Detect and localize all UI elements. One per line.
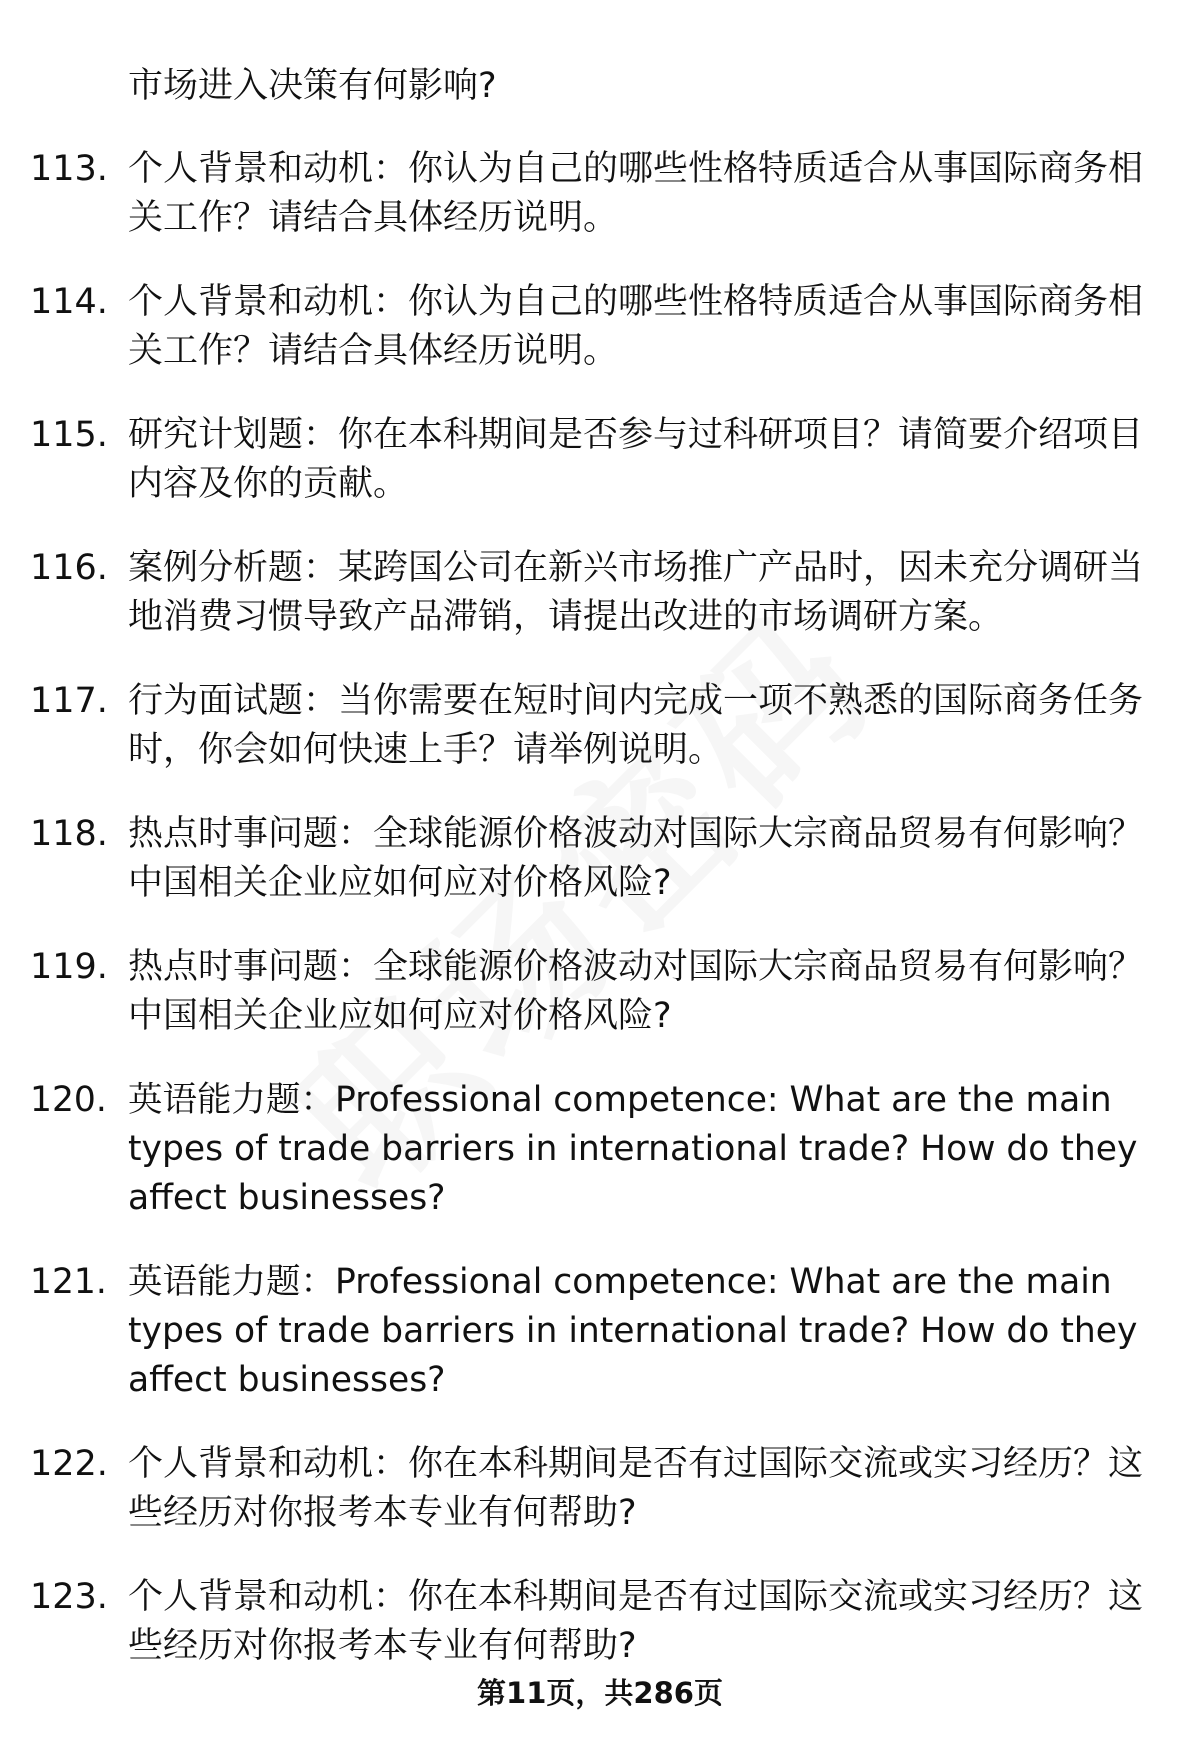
question-list xyxy=(30,145,1175,1706)
question-item xyxy=(30,677,1175,775)
question-text: 案例分析题：某跨国公司在新兴市场推广产品时，因未充分调研当地消费习惯导致产品滞销，请提出改进的市场调研方案。 xyxy=(128,548,1144,637)
question-text: 行为面试题：当你需要在短时间内完成一项不熟悉的国际商务任务时，你会如何快速上手？请举例说明。 xyxy=(128,681,1144,770)
question-item xyxy=(30,1573,1175,1671)
question-text: 个人背景和动机：你认为自己的哪些性格特质适合从事国际商务相关工作？请结合具体经历说明。 xyxy=(128,149,1144,238)
question-text: 研究计划题：你在本科期间是否参与过科研项目？请简要介绍项目内容及你的贡献。 xyxy=(128,415,1144,504)
question-item xyxy=(30,1076,1175,1223)
question-number: 118. xyxy=(30,814,108,854)
question-text: 热点时事问题：全球能源价格波动对国际大宗商品贸易有何影响？中国相关企业应如何应对价格风险? xyxy=(128,947,1144,1036)
previous-question-continuation: 市场进入决策有何影响? xyxy=(128,66,497,106)
question-text: 英语能力题：Professional competence: What are the main types of trade barriers in international trade? How do they affect businesses? xyxy=(128,1080,1138,1218)
question-number: 121. xyxy=(30,1262,107,1302)
question-number: 119. xyxy=(30,947,108,987)
question-item xyxy=(30,943,1175,1041)
question-item xyxy=(30,278,1175,376)
question-number: 114. xyxy=(30,282,108,322)
question-item xyxy=(30,145,1175,243)
question-number: 117. xyxy=(30,681,108,721)
question-text: 个人背景和动机：你在本科期间是否有过国际交流或实习经历？这些经历对你报考本专业有何帮助? xyxy=(128,1444,1144,1533)
question-item xyxy=(30,810,1175,908)
question-item xyxy=(30,411,1175,509)
question-item xyxy=(30,1440,1175,1538)
question-number: 123. xyxy=(30,1577,108,1617)
question-item xyxy=(30,1258,1175,1405)
question-number: 115. xyxy=(30,415,108,455)
question-item xyxy=(30,544,1175,642)
page-number-footer: 第11页，共286页 xyxy=(477,1676,723,1710)
question-number: 122. xyxy=(30,1444,108,1484)
question-number: 116. xyxy=(30,548,108,588)
question-text: 热点时事问题：全球能源价格波动对国际大宗商品贸易有何影响？中国相关企业应如何应对价格风险? xyxy=(128,814,1144,903)
question-text: 英语能力题：Professional competence: What are the main types of trade barriers in international trade? How do they affect businesses? xyxy=(128,1262,1138,1400)
question-text: 个人背景和动机：你在本科期间是否有过国际交流或实习经历？这些经历对你报考本专业有何帮助? xyxy=(128,1577,1144,1666)
question-text: 个人背景和动机：你认为自己的哪些性格特质适合从事国际商务相关工作？请结合具体经历说明。 xyxy=(128,282,1144,371)
question-number: 120. xyxy=(30,1080,107,1120)
question-number: 113. xyxy=(30,149,108,189)
